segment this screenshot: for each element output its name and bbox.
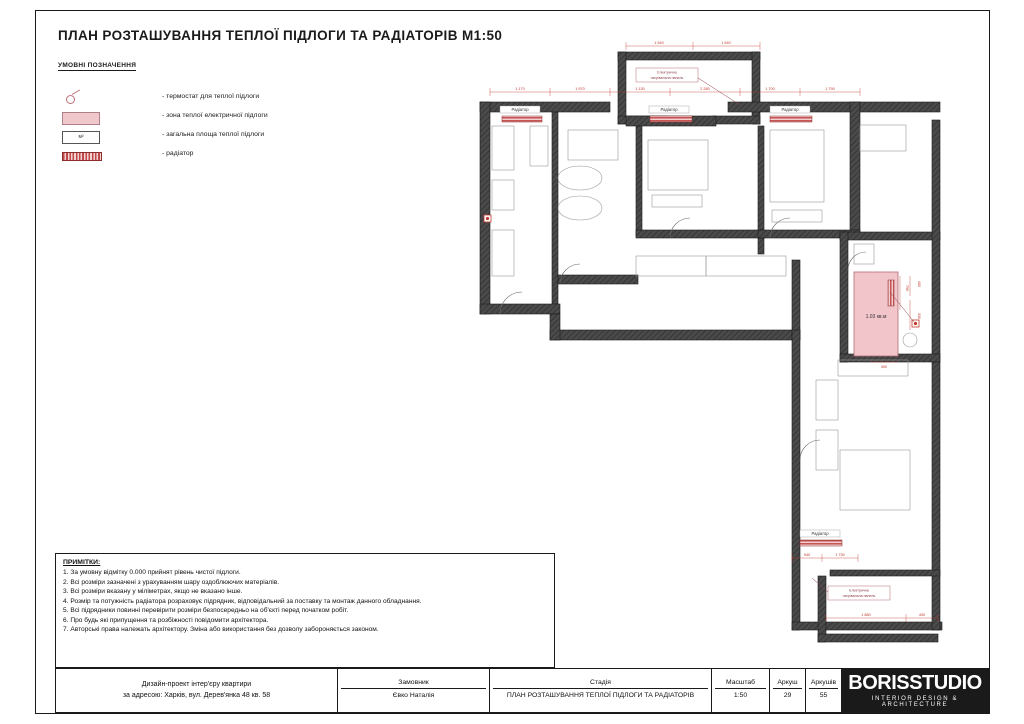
legend-item-warm-zone	[58, 111, 318, 130]
svg-text:Радіатор: Радіатор	[811, 531, 829, 536]
legend-label: - загальна площа теплої підлоги	[162, 131, 265, 138]
notes-title: ПРИМІТКИ:	[63, 559, 101, 566]
customer-value: Євко Наталія	[392, 692, 435, 700]
notes-block	[55, 553, 555, 668]
scale-cell	[712, 669, 770, 712]
svg-text:1 540: 1 540	[654, 41, 664, 45]
sheet-value: 29	[783, 692, 792, 700]
customer-cell	[338, 669, 490, 712]
notes-item: 1. За умовну відмітку 0.000 прийнят рівень чистої підлоги.	[63, 569, 241, 576]
svg-text:1 970: 1 970	[575, 87, 585, 91]
logo-text: BORISSTUDIO	[848, 672, 982, 694]
notes-item: 2. Всі розміри зазначені з урахуванням шару оздоблюючих матеріалів.	[63, 578, 280, 586]
svg-text:1 700: 1 700	[765, 87, 775, 91]
project-info-cell	[56, 669, 338, 712]
warm-floor-zone-icon	[58, 111, 102, 125]
sheet-number-cell	[770, 669, 806, 712]
notes-item: 7. Авторські права належать архітектору. Зміна або використання без дозволу забороняється законом.	[63, 626, 379, 634]
svg-text:нагрівальна панель: нагрівальна панель	[842, 594, 876, 598]
scale-header: Масштаб	[715, 677, 766, 689]
legend-item-thermostat	[58, 92, 318, 111]
svg-text:1 730: 1 730	[835, 553, 845, 557]
svg-text:1 170: 1 170	[515, 87, 525, 91]
legend-item-radiator	[58, 149, 318, 168]
svg-text:Електрична: Електрична	[657, 70, 677, 75]
floor-area-icon	[58, 130, 102, 144]
svg-text:330: 330	[917, 312, 921, 320]
svg-text:1 880: 1 880	[861, 613, 871, 617]
sheet-header: Аркуш	[773, 677, 802, 689]
svg-text:Радіатор: Радіатор	[781, 107, 799, 112]
floor-area-inner-label: м²	[62, 131, 100, 144]
project-line-1: Дизайн-проект інтер'єру квартири	[141, 681, 252, 688]
legend-label: - термостат для теплої підлоги	[162, 93, 260, 100]
stage-value: ПЛАН РОЗТАШУВАННЯ ТЕПЛОЇ ПІДЛОГИ ТА РАДІАТОРІВ	[506, 692, 695, 700]
sheets-value: 55	[819, 692, 828, 700]
sheet-count-cell	[806, 669, 842, 712]
svg-text:400: 400	[918, 613, 926, 617]
svg-text:Радіатор: Радіатор	[511, 107, 529, 112]
legend	[58, 92, 318, 168]
studio-logo	[842, 669, 988, 712]
project-line-2: за адресою: Харків, вул. Дерев'янка 48 кв. 58	[122, 691, 271, 699]
svg-text:Електрична: Електрична	[849, 588, 869, 593]
svg-text:1 790: 1 790	[825, 87, 835, 91]
notes-item: 4. Розмір та потужність радіатора розраховує підрядник, відповідальний за поставку та монтаж данного обладнання.	[63, 597, 422, 605]
svg-text:1 540: 1 540	[721, 41, 731, 45]
svg-text:Радіатор: Радіатор	[660, 107, 678, 112]
legend-heading: УМОВНІ ПОЗНАЧЕННЯ	[58, 62, 137, 69]
customer-header: Замовник	[341, 677, 486, 689]
svg-text:400: 400	[880, 365, 888, 369]
logo-subtitle: INTERIOR DESIGN & ARCHITECTURE	[871, 696, 959, 708]
svg-text:790: 790	[905, 284, 909, 292]
svg-text:1.03 кв.м: 1.03 кв.м	[865, 314, 887, 320]
notes-item: 3. Всі розміри вказану у міліметрах, якщо не вказано інше.	[63, 588, 243, 596]
svg-text:400: 400	[917, 280, 921, 288]
radiator-icon	[58, 149, 102, 163]
legend-label: - зона теплої електричної підлоги	[162, 112, 268, 119]
stage-header: Стадія	[493, 677, 708, 689]
notes-item: 6. Про будь які припущення та розбіжності повідомити архітектора.	[63, 616, 269, 624]
thermostat-icon	[58, 92, 102, 106]
sheets-header: Аркушів	[809, 677, 838, 689]
page-title: ПЛАН РОЗТАШУВАННЯ ТЕПЛОЇ ПІДЛОГИ ТА РАДІАТОРІВ М1:50	[58, 28, 503, 43]
legend-item-area	[58, 130, 318, 149]
scale-value: 1:50	[733, 692, 748, 700]
title-block	[55, 668, 989, 713]
svg-text:2 280: 2 280	[700, 87, 710, 91]
legend-label: - радіатор	[162, 150, 194, 157]
svg-text:нагрівальна панель: нагрівальна панель	[650, 76, 684, 80]
stage-cell	[490, 669, 712, 712]
svg-text:940: 940	[803, 553, 811, 557]
notes-item: 5. Всі підрядники повинні перевірити розміри безпосередньо на об'єкті перед початком робіт.	[63, 607, 349, 615]
svg-text:1 130: 1 130	[635, 87, 645, 91]
